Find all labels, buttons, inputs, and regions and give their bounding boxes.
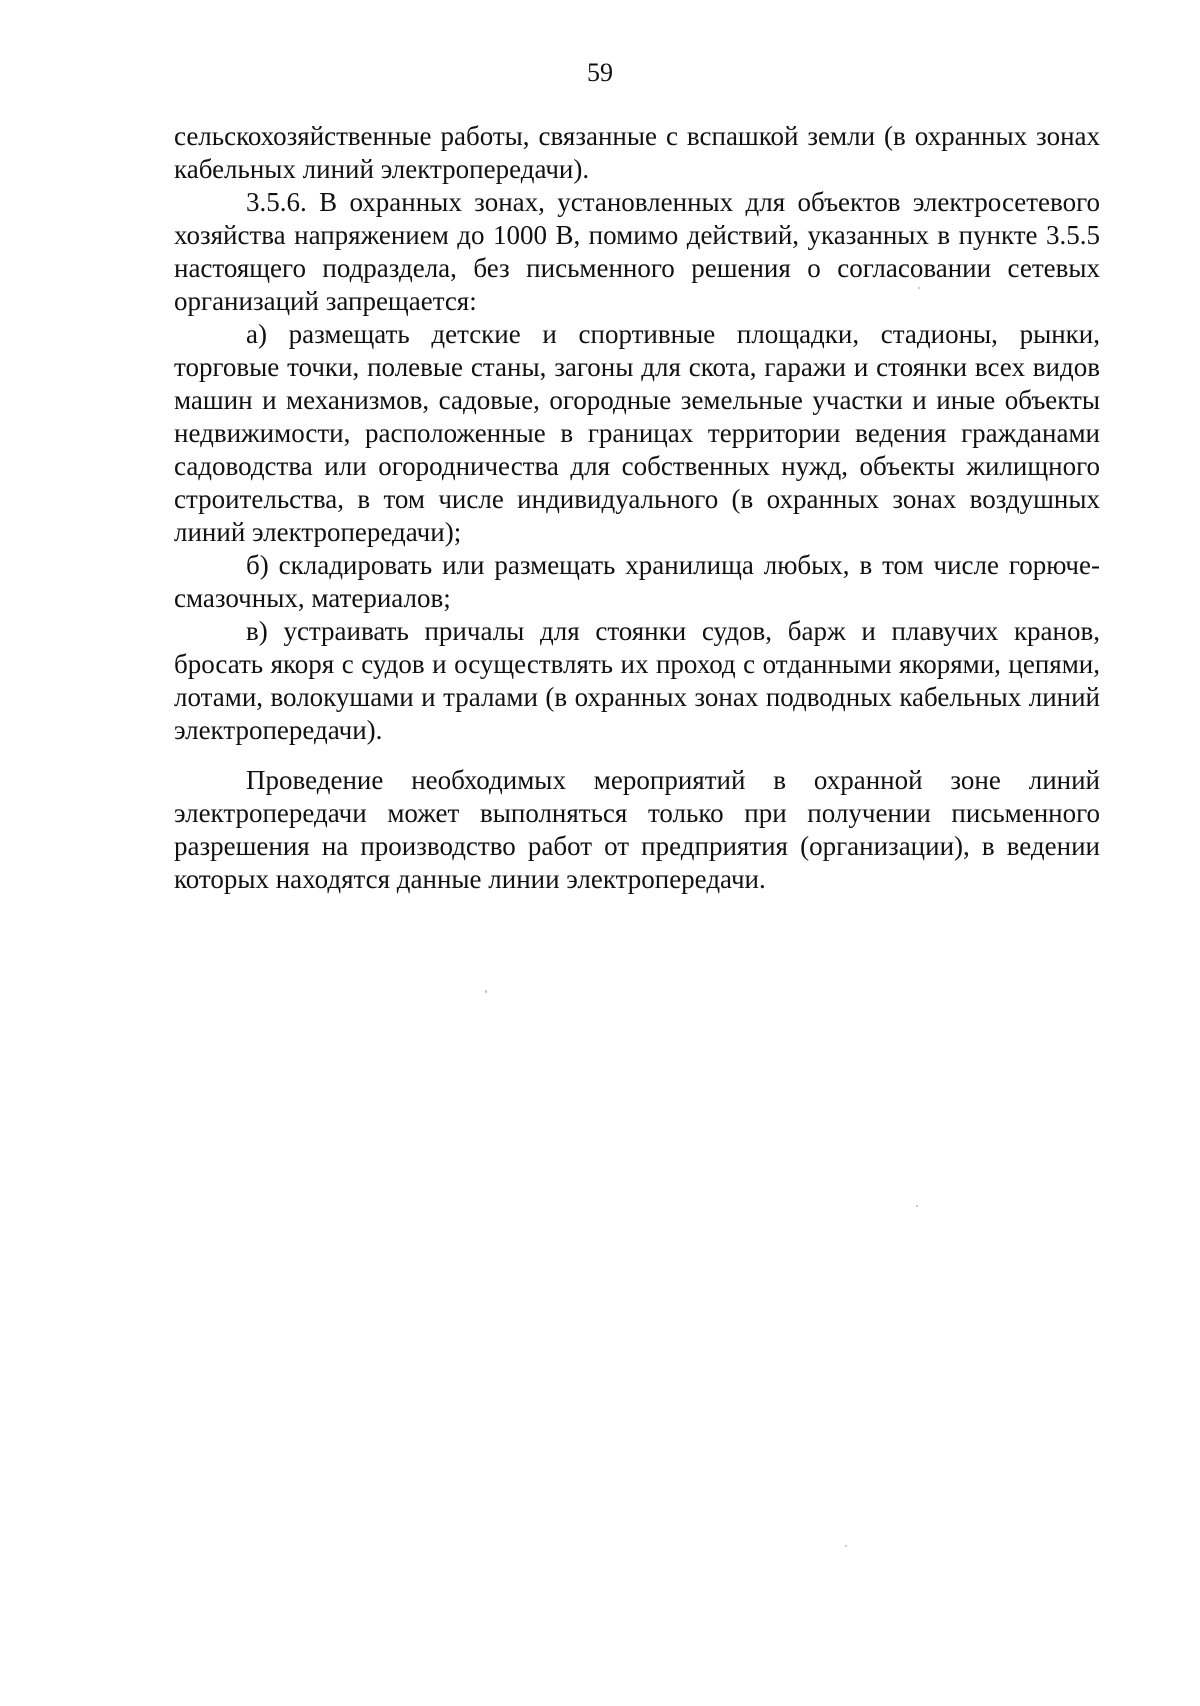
scan-speck <box>916 1205 918 1207</box>
paragraph-item-b: б) складировать или размещать хранилища любых, в том числе горюче-смазочных, материалов; <box>174 550 1100 613</box>
paragraph-item-v: в) устраивать причалы для стоянки судов, барж и плавучих кранов, бросать якоря с судов и осуществлять их проход с отданными якорями, цепями, лотами, волокушами и тралами (в охранных зонах подводных кабельных линий электропередачи). <box>174 616 1100 745</box>
scan-speck <box>485 990 487 993</box>
paragraph-closing: Проведение необходимых мероприятий в охранной зоне линий электропередачи может выполняться только при получении письменного разрешения на производство работ от предприятия (организации), в ведении которых находятся данные линии электропередачи. <box>174 765 1100 894</box>
paragraph-item-a: а) размещать детские и спортивные площадки, стадионы, рынки, торговые точки, полевые станы, загоны для скота, гаражи и стоянки всех видов машин и механизмов, садовые, огородные земельные участки и иные объекты недвижимости, расположенные в границах территории ведения гражданами садоводства или огородничества для собственных нужд, объекты жилищного строительства, в том числе индивидуального (в охранных зонах воздушных линий электропередачи); <box>174 319 1100 547</box>
scan-speck <box>845 1545 847 1547</box>
document-body <box>174 120 1100 896</box>
paragraph-clause-3-5-6: 3.5.6. В охранных зонах, установленных для объектов электросетевого хозяйства напряжением до 1000 В, помимо действий, указанных в пункте 3.5.5 настоящего подраздела, без письменного решения о согласовании сетевых организаций запрещается: <box>174 187 1100 316</box>
paragraph-continuation: сельскохозяйственные работы, связанные с вспашкой земли (в охранных зонах кабельных линий электропередачи). <box>174 121 1100 184</box>
page-number: 59 <box>587 58 613 87</box>
scan-speck <box>918 287 920 289</box>
